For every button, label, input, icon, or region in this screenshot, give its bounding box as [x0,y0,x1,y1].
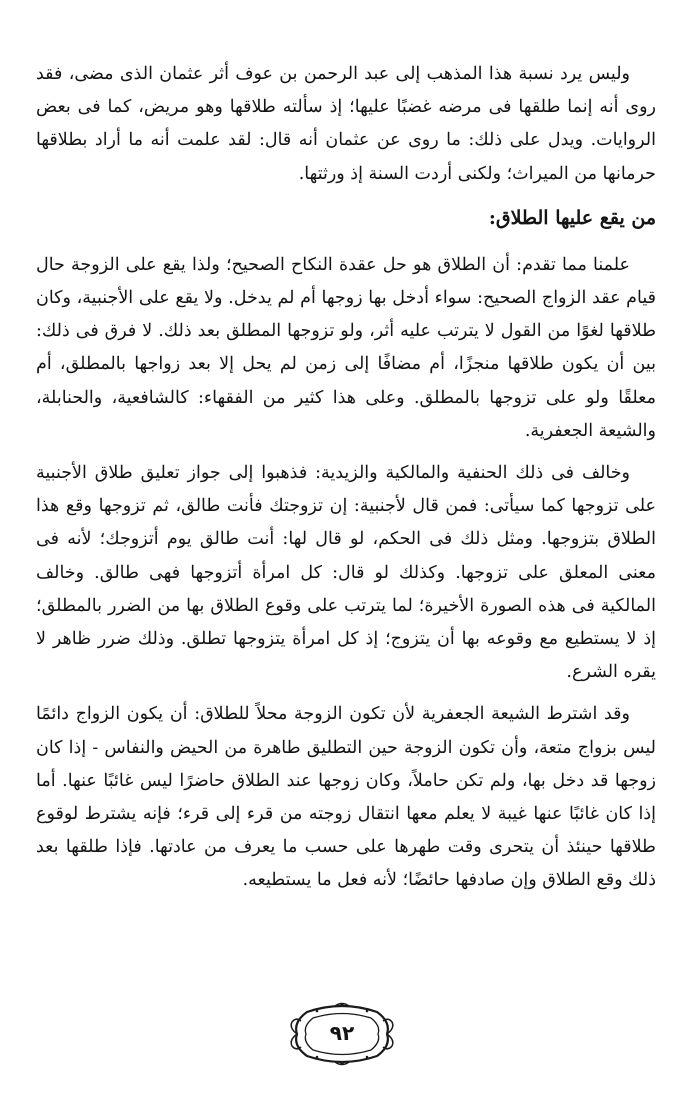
section-heading: من يقع عليها الطلاق: [488,206,656,229]
body-paragraph-1: علمنا مما تقدم: أن الطلاق هو حل عقدة النكاح الصحيح؛ ولذا يقع على الزوجة حال قيام عقد الزواج الصحيح: سواء أدخل بها زوجها أم لم يدخل. ولا يقع على الأجنبية، وكان طلاقها لغوًا من القول لا يترتب عليه أثر، ولو تزوجها المطلق بعد ذلك. لا فرق فى ذلك: بين أن يكون طلاقها منجزًا، أم مضافًا إلى زمن لم يحل إلا بعد زواجها بالمطلق، أم معلقًا ولو على تزوجها بالمطلق. وعلى هذا كثير من الفقهاء: كالشافعية، والحنابلة، والشيعة الجعفرية. [36,254,656,441]
body-paragraph-2: وخالف فى ذلك الحنفية والمالكية والزيدية: فذهبوا إلى جواز تعليق طلاق الأجنبية على تزوجها كما سيأتى: فمن قال لأجنبية: إن تزوجتك فأنت طالق، ثم تزوجها وقع هذا الطلاق بتزوجها. ومثل ذلك فى الحكم، لو قال لها: أنت طالق يوم أتزوجك؛ لأنه فى معنى المعلق على تزوجها. وكذلك لو قال: كل امرأة أتزوجها فهى طالق. وخالف المالكية فى هذه الصورة الأخيرة؛ لما يترتب على وقوع الطلاق بها من الضرر بالمطلق؛ إذ لا يستطيع مع وقوعه بها أن يتزوج؛ إذ كل امرأة يتزوجها تطلق. وذلك ضرر ظاهر لا يقره الشرع. [36,463,656,683]
intro-paragraph-1: وليس يرد نسبة هذا المذهب إلى عبد الرحمن بن عوف أثر عثمان الذى مضى، فقد روى أنه إنما طلقها فى مرضه غضبًا عليها؛ إذ سألته طلاقها وهو مريض، كما فى بعض الروايات. ويدل على ذلك: ما روى عن عثمان أنه قال: لقد علمت أنه ما أراد بطلاقها حرمانها من الميراث؛ ولكنى أردت السنة إذ ورثتها. [36,64,656,184]
page-number-ornament [287,1002,397,1066]
body-paragraph-3: وقد اشترط الشيعة الجعفرية لأن تكون الزوجة محلاً للطلاق: أن يكون الزواج دائمًا ليس بزواج متعة، وأن تكون الزوجة حين التطليق طاهرة من الحيض والنفاس - إذا كان زوجها قد دخل بها، ولم تكن حاملاً، وكان زوجها عند الطلاق حاضرًا ليس غائبًا عنها. أما إذا كان غائبًا عنها غيبة لا يعلم معها انتقال زوجته من قرء إلى قرء؛ فإنه يشترط لوقوع طلاقها حينئذ أن يتحرى وقت طهرها على حسب ما يعرف من عادتها. فإذا طلقها بعد ذلك وقع الطلاق وإن صادفها حائضًا؛ لأنه فعل ما يستطيعه. [36,704,656,891]
page-body [36,58,656,898]
page-number: ٩٢ [329,1021,355,1045]
